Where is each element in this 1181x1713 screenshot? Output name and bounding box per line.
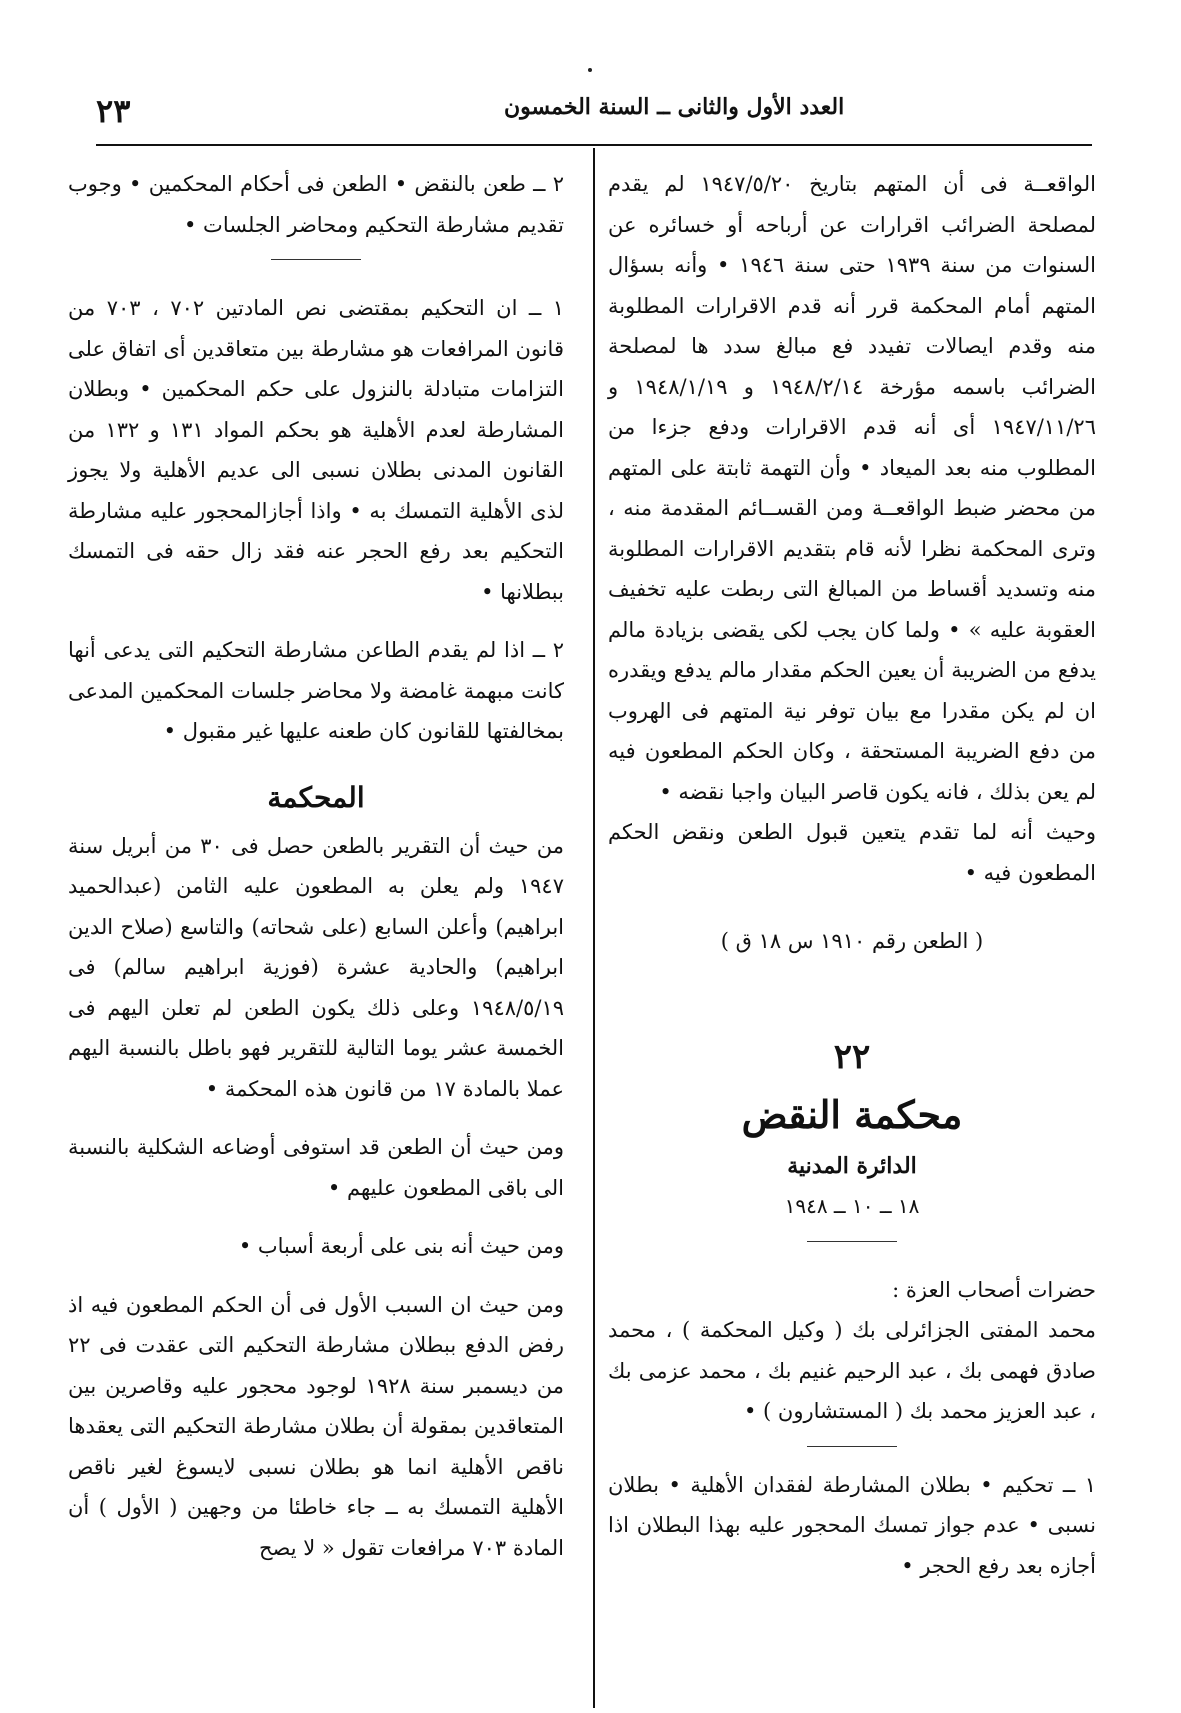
running-title: العدد الأول والثانى ــ السنة الخمسون — [504, 94, 845, 120]
circuit-name: الدائرة المدنية — [787, 1152, 917, 1179]
case-reference: ( الطعن رقم ١٩١٠ س ١٨ ق ) — [720, 929, 984, 953]
left-column — [68, 164, 564, 1568]
page-header — [96, 92, 1092, 132]
right-column — [608, 164, 1096, 1586]
body-paragraph: ومن حيث أنه بنى على أربعة أسباب • — [238, 1234, 564, 1258]
ink-dot — [588, 68, 592, 72]
header-rule — [96, 144, 1092, 146]
summary-1: ١ ــ تحكيم • بطلان المشارطة لفقدان الأهلية • بطلان نسبى • عدم جواز تمسك المحجور عليه بهذا البطلان اذا أجازه بعد رفع الحجر • — [608, 1472, 1096, 1578]
principle-2: ٢ ــ اذا لم يقدم الطاعن مشارطة التحكيم التى يدعى أنها كانت مبهمة غامضة ولا محاضر جلسات المحكمين المدعى بمخالفتها للقانون كان طعنه عليها غير مقبول • — [68, 638, 564, 743]
judges-intro: حضرات أصحاب العزة : — [892, 1277, 1096, 1302]
summary-2: ٢ ــ طعن بالنقض • الطعن فى أحكام المحكمين • وجوب تقديم مشارطة التحكيم ومحاضر الجلسات • — [68, 172, 564, 237]
body-paragraph: الواقعــة فى أن المتهم بتاريخ ١٩٤٧/٥/٢٠ لم يقدم لمصلحة الضرائب اقرارات عن أرباحه أو خسائره عن السنوات من سنة ١٩٣٩ حتى سنة ١٩٤٦ • وأنه بسؤال المتهم أمام المحكمة قرر أنه قدم الاقرارات المطلوبة منه وقدم ايصالات تفيدد فع مبالغ سدد ها لمصلحة الضرائب باسمه مؤرخة ١٩٤٨/٢/١٤ و ١٩٤٨/١/١٩ و ١٩٤٧/١١/٢٦ أى أنه قدم الاقرارات ودفع جزءا من المطلوب منه بعد الميعاد • وأن التهمة ثابتة على المتهم من محضر ضبط الواقعــة ومن القســائم المقدمة منه ، وترى المحكمة نظرا لأنه قام بتقديم الاقرارات المطلوبة منه وتسديد أقساط من المبالغ التى ربطت عليه تخفيف العقوبة عليه » • ولما كان يجب لكى يقضى بزيادة مالم يدفع من الضريبة أن يعين الحكم مقدار مالم يدفع ويقدره ان لم يكن مقدرا مع بيان توفر نية المتهم فى الهروب من دفع الضريبة المستحقة ، وكان الحكم المطعون فيه لم يعن بذلك ، فانه يكون قاصر البيان واجبا نقضه • — [608, 172, 1097, 804]
judges-list: محمد المفتى الجزائرلى بك ( وكيل المحكمة ) ، محمد صادق فهمى بك ، عبد الرحيم غنيم بك ، محمد عزمى بك ، عبد العزيز محمد بك ( المستشارون ) • — [608, 1318, 1096, 1423]
body-paragraph: وحيث أنه لما تقدم يتعين قبول الطعن ونقض الحكم المطعون فيه • — [608, 820, 1096, 885]
session-date: ١٨ ــ ١٠ ــ ١٩٤٨ — [784, 1194, 920, 1218]
court-title: محكمة النقض — [741, 1091, 963, 1137]
principle-1: ١ ــ ان التحكيم بمقتضى نص المادتين ٧٠٢ ، ٧٠٣ من قانون المرافعات هو مشارطة بين متعاقدين أى اتفاق على التزامات متبادلة بالنزول على حكم المحكمين • وبطلان المشارطة لعدم الأهلية هو بحكم المواد ١٣١ و ١٣٢ من القانون المدنى بطلان نسبى الى عديم الأهلية ولا يجوز لذى الأهلية التمسك به • واذا أجازالمحجور عليه مشارطة التحكيم بعد رفع الحجر عنه فقد زال حقه فى التمسك ببطلانها • — [68, 296, 564, 604]
body-paragraph: ومن حيث ان السبب الأول فى أن الحكم المطعون فيه اذ رفض الدفع ببطلان مشارطة التحكيم التى عقدت فى ٢٢ من ديسمبر سنة ١٩٢٨ لوجود محجور عليه وقاصرين بين المتعاقدين بمقولة أن بطلان مشارطة التحكيم التى يعقدها ناقص الأهلية انما هو بطلان نسبى لايسوغ لغير ناقص الأهلية التمسك به ــ جاء خاطئا من وجهين ( الأول ) أن المادة ٧٠٣ مرافعات تقول « لا يصح — [68, 1292, 565, 1560]
body-paragraph: ومن حيث أن الطعن قد استوفى أوضاعه الشكلية بالنسبة الى باقى المطعون عليهم • — [68, 1135, 564, 1200]
page-number: ٢٣ — [96, 92, 131, 130]
case-number: ٢٢ — [833, 1036, 871, 1077]
section-title: المحكمة — [267, 780, 365, 814]
body-paragraph: من حيث أن التقرير بالطعن حصل فى ٣٠ من أبريل سنة ١٩٤٧ ولم يعلن به المطعون عليه الثامن (عبدالحميد ابراهيم) وأعلن السابع (على شحاته) والتاسع (صلاح الدين ابراهيم) والحادية عشرة (فوزية ابراهيم سالم) فى ١٩٤٨/٥/١٩ وعلى ذلك يكون الطعن لم تعلن اليهم فى الخمسة عشر يوما التالية للتقرير فهو باطل بالنسبة اليهم عملا بالمادة ١٧ من قانون هذه المحكمة • — [68, 833, 564, 1101]
column-divider — [593, 148, 595, 1708]
